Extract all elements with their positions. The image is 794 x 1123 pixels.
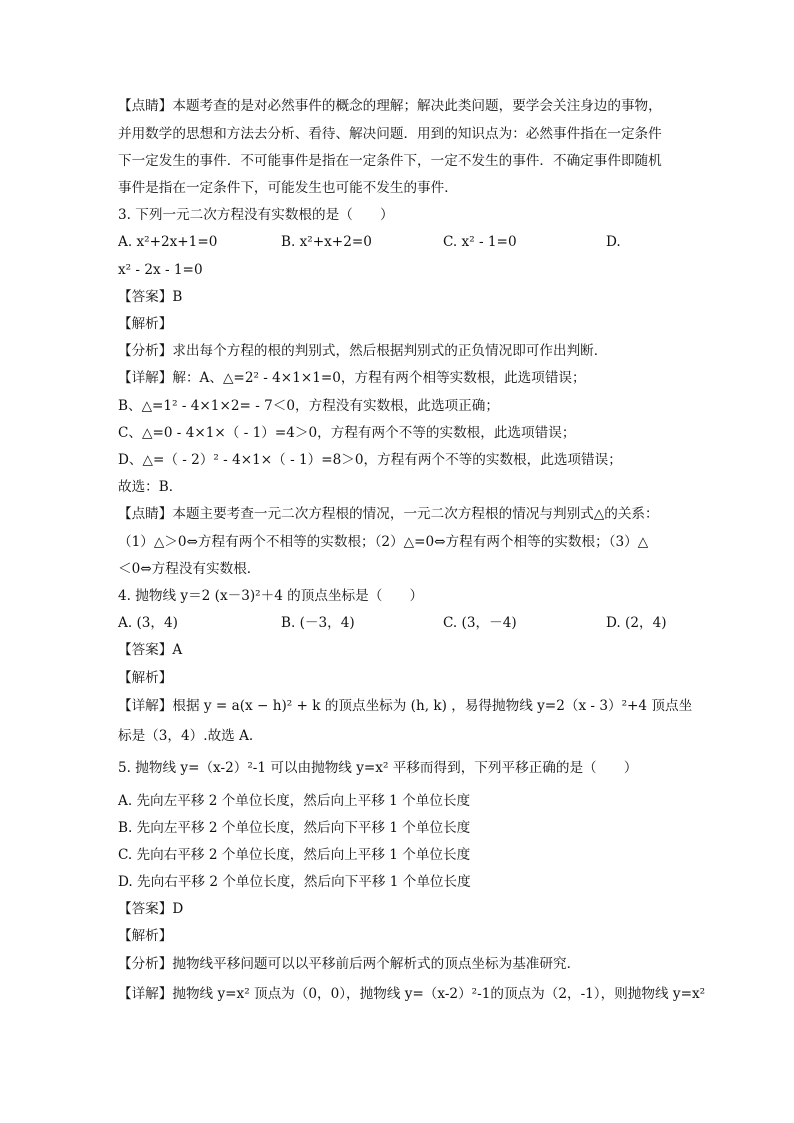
text-line: 下一定发生的事件．不可能事件是指在一定条件下，一定不发生的事件．不确定事件即随机 xyxy=(118,153,662,169)
option-d-text: x² - 2x - 1=0 xyxy=(118,262,203,278)
option-a: A. 先向左平移 2 个单位长度，然后向上平移 1 个单位长度 xyxy=(118,793,471,809)
answer-label: 【答案】D xyxy=(118,901,184,917)
option-d: D. xyxy=(606,234,621,250)
option-b: B. (－3，4) xyxy=(281,615,355,631)
text-line: 【详解】抛物线 y=x² 顶点为（0，0），抛物线 y=（x-2）²-1的顶点为（2，-1），则抛物线 y=x² xyxy=(118,986,706,1002)
text-line: 【分析】求出每个方程的根的判别式，然后根据判别式的正负情况即可作出判断． xyxy=(118,343,608,359)
option-d: D. 先向右平移 2 个单位长度，然后向下平移 1 个单位长度 xyxy=(118,874,471,890)
analysis-label: 【解析】 xyxy=(118,670,173,686)
text-line: 【点睛】本题考查的是对必然事件的概念的理解；解决此类问题，要学会关注身边的事物， xyxy=(118,98,662,114)
question-5: 5. 抛物线 y=（x-2）²-1 可以由抛物线 y=x² 平移而得到，下列平移正确的是（ ） xyxy=(118,760,638,776)
text-line: B、△=1² - 4×1×2= - 7＜0，方程没有实数根，此选项正确； xyxy=(118,398,499,414)
text-line: D、△=（ - 2）² - 4×1×（ - 1）=8＞0，方程有两个不等的实数根，此选项错误； xyxy=(118,452,622,468)
option-c: C. (3，－4) xyxy=(443,615,517,631)
analysis-label: 【解析】 xyxy=(118,316,173,332)
text-line: 【详解】根据 y = a(x − h)² + k 的顶点坐标为 (h, k) ，易得抛物线 y=2（x - 3）²+4 顶点坐 xyxy=(118,698,693,714)
text-line: 【详解】解：A、△=2² - 4×1×1=0，方程有两个相等实数根，此选项错误； xyxy=(118,370,586,386)
question-4: 4. 抛物线 y＝2 (x－3)²＋4 的顶点坐标是（ ） xyxy=(118,588,424,604)
option-a: A. x²+2x+1=0 xyxy=(118,234,218,250)
question-4-options xyxy=(118,613,678,633)
option-c: C. 先向右平移 2 个单位长度，然后向上平移 1 个单位长度 xyxy=(118,847,471,863)
text-line: 标是（3，4）.故选 A. xyxy=(118,728,254,744)
text-line: C、△=0 - 4×1×（ - 1）=4＞0，方程有两个不等的实数根，此选项错误； xyxy=(118,425,576,441)
answer-label: 【答案】A xyxy=(118,642,183,658)
option-c: C. x² - 1=0 xyxy=(443,234,517,250)
text-line: ＜0⇔方程没有实数根． xyxy=(118,561,261,577)
option-d: D. (2，4) xyxy=(606,615,667,631)
text-line: （1）△＞0⇔方程有两个不相等的实数根；（2）△=0⇔方程有两个相等的实数根；（3）△ xyxy=(118,534,649,550)
option-b: B. 先向左平移 2 个单位长度，然后向下平移 1 个单位长度 xyxy=(118,820,471,836)
text-line: 故选：B． xyxy=(118,479,183,495)
text-line: 事件是指在一定条件下，可能发生也可能不发生的事件． xyxy=(118,180,458,196)
analysis-label: 【解析】 xyxy=(118,928,173,944)
answer-label: 【答案】B xyxy=(118,289,183,305)
option-b: B. x²+x+2=0 xyxy=(281,234,372,250)
question-3: 3. 下列一元二次方程没有实数根的是（ ） xyxy=(118,207,394,223)
option-a: A. (3，4) xyxy=(118,615,178,631)
text-line: 【点睛】本题主要考查一元二次方程根的情况，一元二次方程根的情况与判别式△的关系： xyxy=(118,506,659,522)
text-line: 并用数学的思想和方法去分析、看待、解决问题．用到的知识点为：必然事件指在一定条件 xyxy=(118,126,662,142)
question-3-options xyxy=(118,232,678,252)
text-line: 【分析】抛物线平移问题可以以平移前后两个解析式的顶点坐标为基准研究． xyxy=(118,956,581,972)
